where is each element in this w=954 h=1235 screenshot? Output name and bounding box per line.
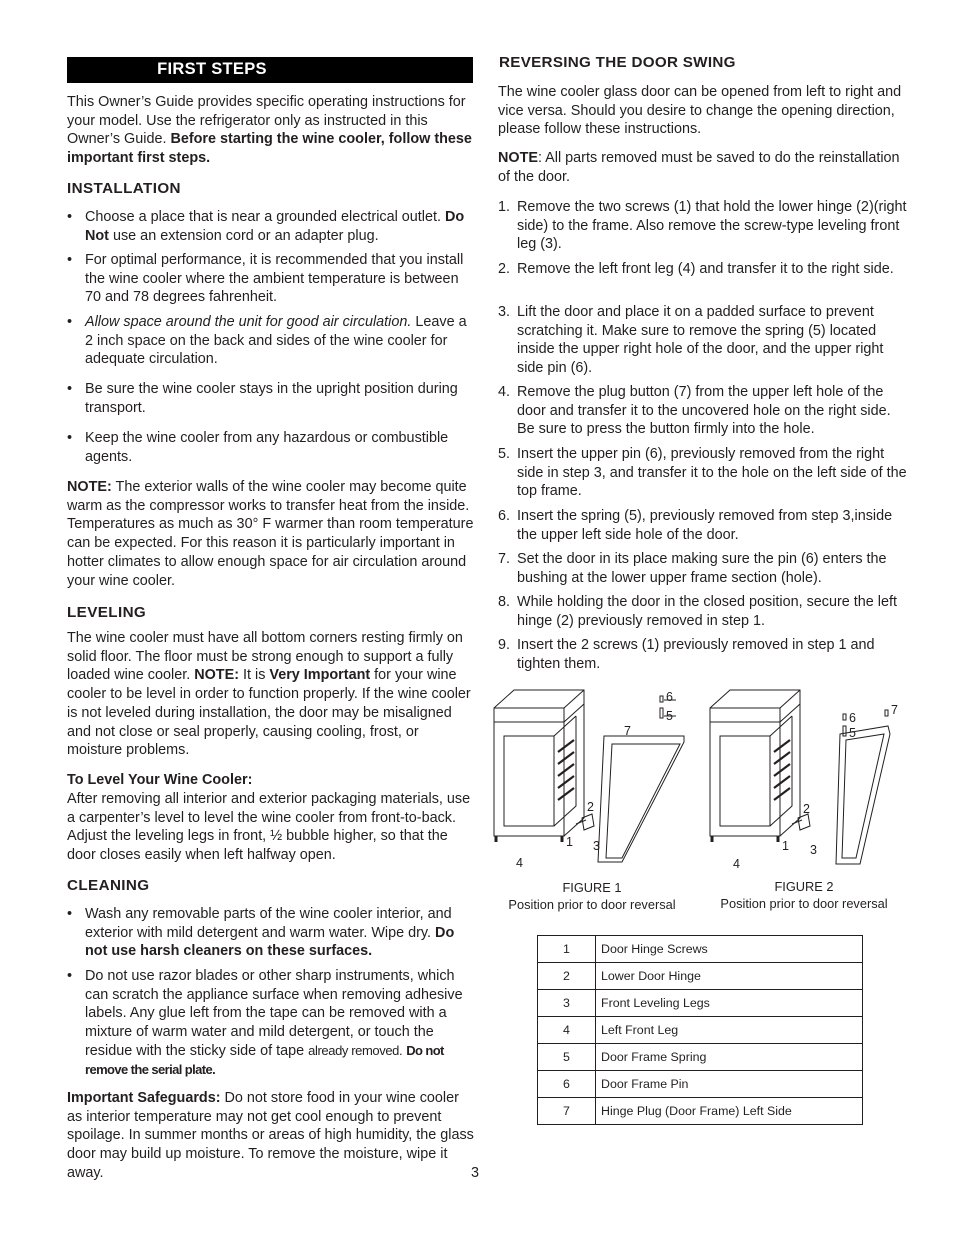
figure-2-callout: 3 (810, 843, 817, 857)
step-item: 3. Lift the door and place it on a padded surface to prevent scratching it. Make sure to remove the spring (5) located inside the upper right hole of the door, and the upper right side pin (6). (498, 304, 884, 377)
legend-row: 1 Door Hinge Screws (538, 936, 863, 963)
page-number: 3 (471, 1165, 480, 1181)
figure-2-callout: 5 (849, 726, 856, 740)
installation-bullet-2: • For optimal performance, it is recommended that you install the wine cooler where the ambient temperature is between 70 and 78 degrees fahrenheit. (67, 251, 473, 307)
important-safeguards: Important Safeguards: Do not store food in your wine cooler as interior temperature may not get cool enough to prevent spoilage. In summer months or areas of high humidity, the glass door may build up moisture. To remove the moisture, wipe it away. (67, 1090, 474, 1181)
legend-row: 6 Door Frame Pin (538, 1071, 863, 1098)
reversing-intro: The wine cooler glass door can be opened from left to right and vice versa. Should you desire to change the opening direction, please follow these instructions. (498, 84, 902, 138)
installation-bullet-1: • Choose a place that is near a grounded electrical outlet. Do Not use an extension cord or an adapter plug. (67, 208, 473, 245)
step-item: 8. While holding the door in the closed position, secure the left hinge (2) previously removed in step 1. (498, 594, 897, 629)
installation-note: NOTE: The exterior walls of the wine cooler may become quite warm as the compressor works to transfer heat from the inside. Temperatures as much as 30° F warmer than room temperature can be expected. For this reason it is particularly important in hotter climates to allow enough space for air circulation around your wine cooler. (67, 479, 474, 589)
first-steps-intro: This Owner’s Guide provides specific operating instructions for your model. Use the refrigerator only as instructed in this Owner’s Guide. Before starting the wine cooler, follow these important first steps. (67, 94, 472, 167)
cleaning-bullet-2: • Do not use razor blades or other sharp instruments, which can scratch the appliance surface when removing adhesive labels. Any glue left from the tape can be removed with a mixture of warm water and mild detergent, or touch the residue with the sticky side of tape already removed. Do not remove the serial plate. (67, 967, 473, 1079)
leveling-paragraph: The wine cooler must have all bottom corners resting firmly on solid floor. The floor must be strong enough to support a fully loaded wine cooler. NOTE: It is Very Important for your wine cooler to be level in order to function properly. If the wine cooler is not leveled during installation, the door may be misaligned and not close or seal properly, causing cooling, frost, or moisture problems. (67, 630, 471, 759)
step-item: 1. Remove the two screws (1) that hold the lower hinge (2)(right side) to the frame. Also remove the screw-type leveling front leg (3). (498, 199, 907, 253)
leveling-instructions: After removing all interior and exterior packaging materials, use a carpenter’s level to level the wine cooler from front-to-back. Adjust the leveling legs in front, ½ bubble higher, so that the door closes easily when left halfway open. (67, 791, 471, 864)
figure-1-callout: 6 (666, 690, 673, 704)
cleaning-heading: CLEANING (67, 877, 150, 894)
figure-1-illustration (486, 686, 706, 876)
figure-2-callout: 7 (891, 703, 898, 717)
legend-row: 5 Door Frame Spring (538, 1044, 863, 1071)
installation-bullet-3: • Allow space around the unit for good air circulation. Leave a 2 inch space on the back and sides of the wine cooler for adequate circulation. (67, 313, 473, 369)
leveling-subheading: To Level Your Wine Cooler: (67, 772, 253, 788)
reversing-note: NOTE: All parts removed must be saved to do the reinstallation of the door. (498, 150, 900, 185)
figure-1-callout: 2 (587, 800, 594, 814)
legend-row: 4 Left Front Leg (538, 1017, 863, 1044)
first-steps-banner (67, 57, 473, 83)
step-item: 2. Remove the left front leg (4) and transfer it to the right side. (498, 261, 894, 277)
step-item: 9. Insert the 2 screws (1) previously removed in step 1 and tighten them. (498, 637, 875, 672)
figure-1-caption: FIGURE 1 Position prior to door reversal (508, 880, 676, 912)
figure-2-callout: 2 (803, 802, 810, 816)
figure-1-callout: 4 (516, 856, 523, 870)
legend-row: 2 Lower Door Hinge (538, 963, 863, 990)
cleaning-bullet-1: • Wash any removable parts of the wine cooler interior, and exterior with mild detergent and warm water. Wipe dry. Do not use harsh cleaners on these surfaces. (67, 905, 473, 961)
figure-2-caption: FIGURE 2 Position prior to door reversal (720, 879, 888, 911)
figure-2-callout: 4 (733, 857, 740, 871)
installation-heading: INSTALLATION (67, 180, 181, 197)
step-item: 6. Insert the spring (5), previously removed from step 3,inside the upper left side hole of the door. (498, 508, 893, 543)
installation-bullet-4: • Be sure the wine cooler stays in the upright position during transport. (67, 380, 473, 417)
step-item: 5. Insert the upper pin (6), previously removed from the right side in step 3, and transfer it to the hole on the left side of the top frame. (498, 446, 907, 500)
figure-1-callout: 5 (666, 709, 673, 723)
figure-2-illustration (702, 686, 912, 876)
step-item: 4. Remove the plug button (7) from the upper left hole of the door and transfer it to the uncovered hole on the right side. Be sure to press the button firmly into the hole. (498, 384, 891, 438)
figure-1-callout: 3 (593, 839, 600, 853)
parts-legend-table (537, 935, 863, 1125)
first-steps-title: FIRST STEPS (157, 60, 267, 78)
step-item: 7. Set the door in its place making sure the pin (6) enters the bushing at the lower upper frame section (hole). (498, 551, 887, 586)
reversing-heading: REVERSING THE DOOR SWING (499, 54, 736, 71)
figure-1-callout: 1 (566, 835, 573, 849)
legend-row: 3 Front Leveling Legs (538, 990, 863, 1017)
installation-bullet-5: • Keep the wine cooler from any hazardous or combustible agents. (67, 429, 473, 466)
figure-2-callout: 6 (849, 711, 856, 725)
figure-1-callout: 7 (624, 724, 631, 738)
leveling-heading: LEVELING (67, 604, 147, 621)
legend-row: 7 Hinge Plug (Door Frame) Left Side (538, 1098, 863, 1125)
figure-2-callout: 1 (782, 839, 789, 853)
